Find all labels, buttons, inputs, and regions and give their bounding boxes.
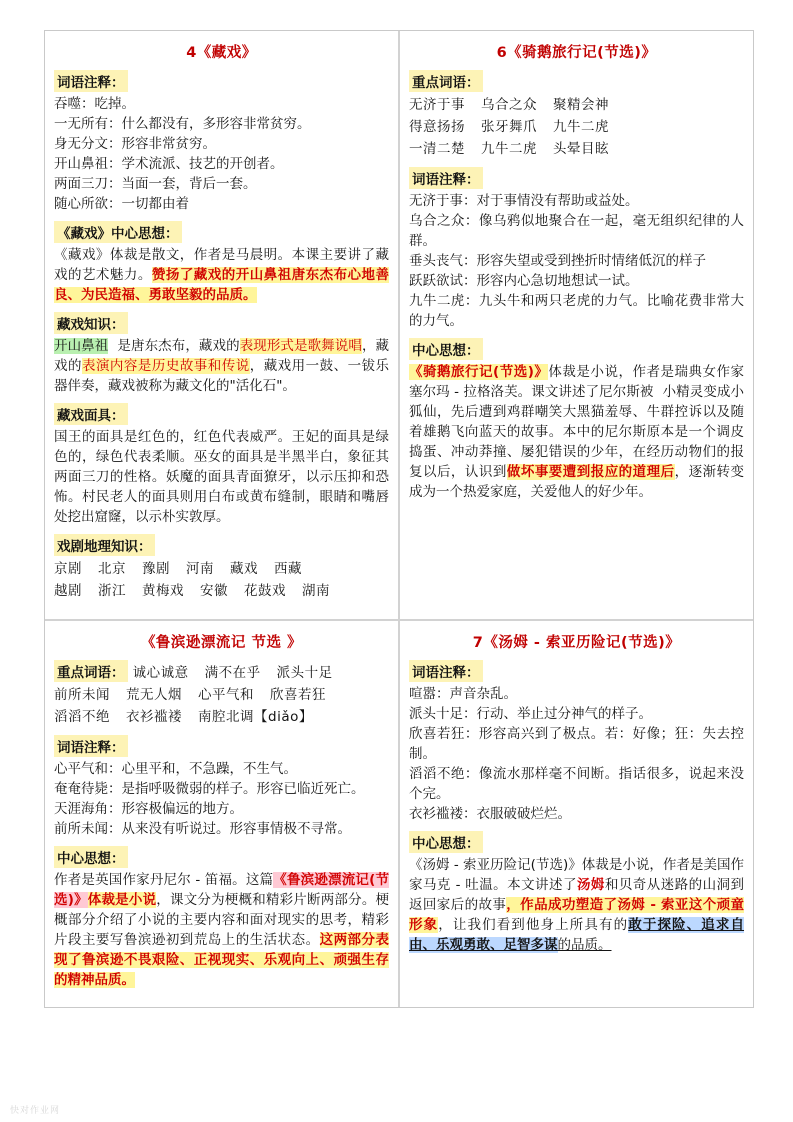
cell-4-opera-geography bbox=[54, 534, 389, 602]
text-underline: 的品质。 bbox=[557, 937, 612, 953]
word-row bbox=[409, 94, 744, 116]
watermark: 快对作业网 bbox=[10, 1106, 61, 1116]
note-line: 一无所有：什么都没有，多形容非常贫穷。 bbox=[54, 116, 311, 132]
text-highlight: 赞扬了藏戏的开山鼻祖唐东杰布心地善良、为民造福、勇敢坚毅的品质。 bbox=[54, 267, 390, 303]
text-plain: ，藏戏的 bbox=[54, 338, 390, 374]
text-plain: 小精灵 bbox=[662, 384, 704, 400]
cell-7-vocab-notes bbox=[409, 660, 744, 824]
word: 湖南 bbox=[302, 583, 330, 599]
note-paragraph bbox=[54, 245, 389, 305]
section-heading: 中心思想： bbox=[54, 846, 128, 868]
text-plain: 变成小狐仙，先后遭到鸡群嘲笑大黑猫羞辱、牛群控诉以及随着雄鹅飞向蓝天的故事。本中的尼尔斯原本是一个调皮捣蛋、冲动莽撞、屡犯错误的少年，在经历动物们的报复以后，认识到 bbox=[409, 384, 744, 480]
word-row bbox=[409, 138, 744, 160]
word: 河南 bbox=[186, 561, 214, 577]
text-plain: 是唐东杰布，藏戏的 bbox=[117, 338, 240, 354]
note-line: 滔滔不绝：像流水那样毫不间断。指话很多，说起来没个完。 bbox=[409, 766, 744, 802]
cell-5-title: 《鲁滨逊漂流记 节选 》 bbox=[140, 635, 303, 651]
note-line: 无济于事：对于事情没有帮助或益处。 bbox=[409, 193, 639, 209]
note-paragraph bbox=[54, 336, 389, 396]
note-line: 前所未闻：从来没有听说过。形容事情极不寻常。 bbox=[54, 821, 351, 837]
text-plain: 作者是英国作家丹尼尔 - 笛福。这篇 bbox=[54, 872, 274, 888]
word-row bbox=[54, 684, 389, 706]
note-line: 喧嚣：声音杂乱。 bbox=[409, 686, 517, 702]
note-line: 欣喜若狂：形容高兴到了极点。若：好像；狂：失去控制。 bbox=[409, 726, 744, 762]
word: 派头十足 bbox=[276, 665, 333, 681]
note-line: 九牛二虎：九头牛和两只老虎的力气。比喻花费非常大的力气。 bbox=[409, 293, 744, 329]
text-highlight: 表演内容是历史故事和传说 bbox=[81, 358, 250, 374]
section-heading: 戏剧地理知识： bbox=[54, 534, 155, 556]
cell-lesson-7 bbox=[399, 620, 753, 1007]
cell-lesson-5 bbox=[45, 620, 399, 1007]
word: 京剧 bbox=[54, 561, 82, 577]
word-row bbox=[54, 580, 389, 602]
text-plain: ，课文分为梗概和精彩片断两部分。梗概部分介绍了小说的主要内容和面对现实的思考，精彩片段主要写鲁滨逊初到荒岛上的生活状态。 bbox=[54, 892, 390, 948]
word: 乌合之众 bbox=[481, 97, 537, 113]
section-heading: 中心思想： bbox=[409, 338, 483, 360]
cell-4-knowledge bbox=[54, 312, 389, 396]
note-paragraph: 国王的面具是红色的，红色代表威严。王妃的面具是绿色的，绿色代表柔顺。巫女的面具是半黑半白，象征其两面三刀的性格。妖魔的面具青面獠牙，以示压抑和恐怖。村民老人的面具则用白布或黄布缝制，眼睛和嘴唇处挖出窟窿，以示朴实敦厚。 bbox=[54, 429, 389, 525]
word-row bbox=[54, 706, 389, 728]
cell-5-vocab-notes bbox=[54, 735, 389, 839]
text-highlight: 这两部分表现了鲁滨逊不畏艰险、正视现实、乐观向上、顽强生存的精神品质。 bbox=[54, 932, 390, 988]
section-heading: 《藏戏》中心思想： bbox=[54, 221, 182, 243]
section-heading: 词语注释： bbox=[409, 660, 483, 682]
word: 藏戏 bbox=[230, 561, 258, 577]
note-line: 吞噬：吃掉。 bbox=[54, 96, 135, 112]
text-highlight: 形象 bbox=[409, 917, 439, 933]
text-plain: ，让我们看到他身上所具有的 bbox=[438, 917, 629, 933]
note-line: 身无分文：形容非常贫穷。 bbox=[54, 136, 216, 152]
text-highlight: 《鲁滨逊漂流记(节选)》 bbox=[54, 872, 389, 908]
text-plain: 体裁是小说，作者是瑞典女作家塞尔玛 - 拉格洛芙。课文讲述了尼尔斯被 bbox=[409, 364, 745, 400]
word: 一清二楚 bbox=[409, 141, 465, 157]
text-plain: 和贝奇从迷路的山洞到返回家后的故事 bbox=[409, 877, 744, 913]
word: 诚心诚意 bbox=[132, 665, 189, 681]
cell-4-title: 4《藏戏》 bbox=[186, 45, 257, 61]
note-line: 衣衫褴褛：衣服破破烂烂。 bbox=[409, 806, 571, 822]
section-heading: 重点词语： bbox=[409, 70, 483, 92]
note-line: 派头十足：行动、举止过分神气的样子。 bbox=[409, 706, 652, 722]
word: 越剧 bbox=[54, 583, 82, 599]
cell-4-vocab-notes bbox=[54, 70, 389, 214]
note-line: 垂头丧气：形容失望或受到挫折时情绪低沉的样子 bbox=[409, 253, 706, 269]
note-paragraph bbox=[409, 362, 744, 502]
text-highlight: ，作品成功塑造了汤姆 - 索亚这个顽童 bbox=[506, 897, 745, 913]
section-heading: 藏戏面具： bbox=[54, 403, 128, 425]
note-paragraph bbox=[54, 870, 389, 990]
cell-4-masks bbox=[54, 403, 389, 527]
text-plain: 《藏戏》体裁是散文，作者是马晨明。本课主要讲了藏戏的艺术魅力。 bbox=[54, 247, 389, 283]
note-line: 奄奄待毙：是指呼吸微弱的样子。形容已临近死亡。 bbox=[54, 781, 365, 797]
word: 安徽 bbox=[200, 583, 228, 599]
word: 花鼓戏 bbox=[244, 583, 286, 599]
word: 欣喜若狂 bbox=[270, 687, 326, 703]
word-row bbox=[133, 665, 333, 681]
word: 荒无人烟 bbox=[126, 687, 182, 703]
cell-6-title: 6《骑鹅旅行记(节选)》 bbox=[496, 45, 657, 61]
word: 无济于事 bbox=[409, 97, 465, 113]
text-highlight: 体裁是小说 bbox=[87, 892, 157, 908]
text-emphasis: 汤姆 bbox=[576, 877, 605, 893]
text-underline: 敢于探险、追求自由、乐观勇敢、足智多谋 bbox=[409, 917, 745, 953]
word: 聚精会神 bbox=[553, 97, 609, 113]
word: 九牛二虎 bbox=[481, 141, 537, 157]
note-line: 两面三刀：当面一套，背后一套。 bbox=[54, 176, 257, 192]
word-row bbox=[54, 558, 389, 580]
cell-7-main-idea bbox=[409, 831, 744, 955]
word: 张牙舞爪 bbox=[481, 119, 537, 135]
word: 前所未闻 bbox=[54, 687, 110, 703]
section-heading: 词语注释： bbox=[409, 167, 483, 189]
text-highlight: 《骑鹅旅行记(节选)》 bbox=[409, 364, 549, 380]
text-plain: 《汤姆 - 索亚历险记(节选)》体裁是小说，作者是美国作家马克 - 吐温。本文讲述了 bbox=[409, 857, 744, 893]
section-heading: 词语注释： bbox=[54, 735, 128, 757]
word: 豫剧 bbox=[142, 561, 170, 577]
word: 北京 bbox=[98, 561, 126, 577]
cell-6-key-words bbox=[409, 70, 744, 160]
text-plain: ，藏戏用一鼓、一钹乐器伴奏，藏戏被称为藏文化的"活化石"。 bbox=[54, 358, 390, 394]
word: 滔滔不绝 bbox=[54, 709, 110, 725]
section-heading: 中心思想： bbox=[409, 831, 483, 853]
word: 南腔北调【diǎo】 bbox=[198, 709, 313, 725]
notes-grid bbox=[44, 30, 754, 1008]
cell-lesson-4 bbox=[45, 31, 399, 620]
word: 得意扬扬 bbox=[409, 119, 465, 135]
cell-lesson-6 bbox=[399, 31, 753, 620]
note-line: 天涯海角：形容极偏远的地方。 bbox=[54, 801, 243, 817]
cell-5-main-idea bbox=[54, 846, 389, 990]
word: 心平气和 bbox=[198, 687, 254, 703]
word: 满不在乎 bbox=[204, 665, 261, 681]
section-heading: 词语注释： bbox=[54, 70, 128, 92]
cell-4-main-idea bbox=[54, 221, 389, 305]
note-paragraph bbox=[409, 855, 744, 955]
word: 西藏 bbox=[274, 561, 302, 577]
word: 浙江 bbox=[98, 583, 126, 599]
section-heading: 重点词语： bbox=[54, 660, 128, 682]
cell-6-vocab-notes bbox=[409, 167, 744, 331]
note-line: 乌合之众：像乌鸦似地聚合在一起，毫无组织纪律的人群。 bbox=[409, 213, 744, 249]
word-row bbox=[409, 116, 744, 138]
word: 九牛二虎 bbox=[553, 119, 609, 135]
word: 衣衫褴褛 bbox=[126, 709, 182, 725]
cell-5-key-words bbox=[54, 660, 389, 728]
note-line: 开山鼻祖：学术流派、技艺的开创者。 bbox=[54, 156, 284, 172]
word: 黄梅戏 bbox=[142, 583, 184, 599]
cell-7-title: 7《汤姆 - 索亚历险记(节选)》 bbox=[472, 635, 681, 651]
text-highlight: 表现形式是歌舞说唱 bbox=[239, 338, 362, 354]
note-line: 随心所欲：一切都由着 bbox=[54, 196, 189, 212]
text-highlight: 开山鼻祖 bbox=[54, 338, 109, 354]
word: 头晕目眩 bbox=[553, 141, 609, 157]
note-line: 跃跃欲试：形容内心急切地想试一试。 bbox=[409, 273, 639, 289]
section-heading: 藏戏知识： bbox=[54, 312, 128, 334]
text-highlight: 做坏事要遭到报应的道理后 bbox=[506, 464, 675, 480]
note-line: 心平气和：心里平和，不急躁，不生气。 bbox=[54, 761, 297, 777]
cell-6-main-idea bbox=[409, 338, 744, 502]
text-plain: ，逐渐转变成为一个热爱家庭，关爱他人的好少年。 bbox=[409, 464, 745, 500]
